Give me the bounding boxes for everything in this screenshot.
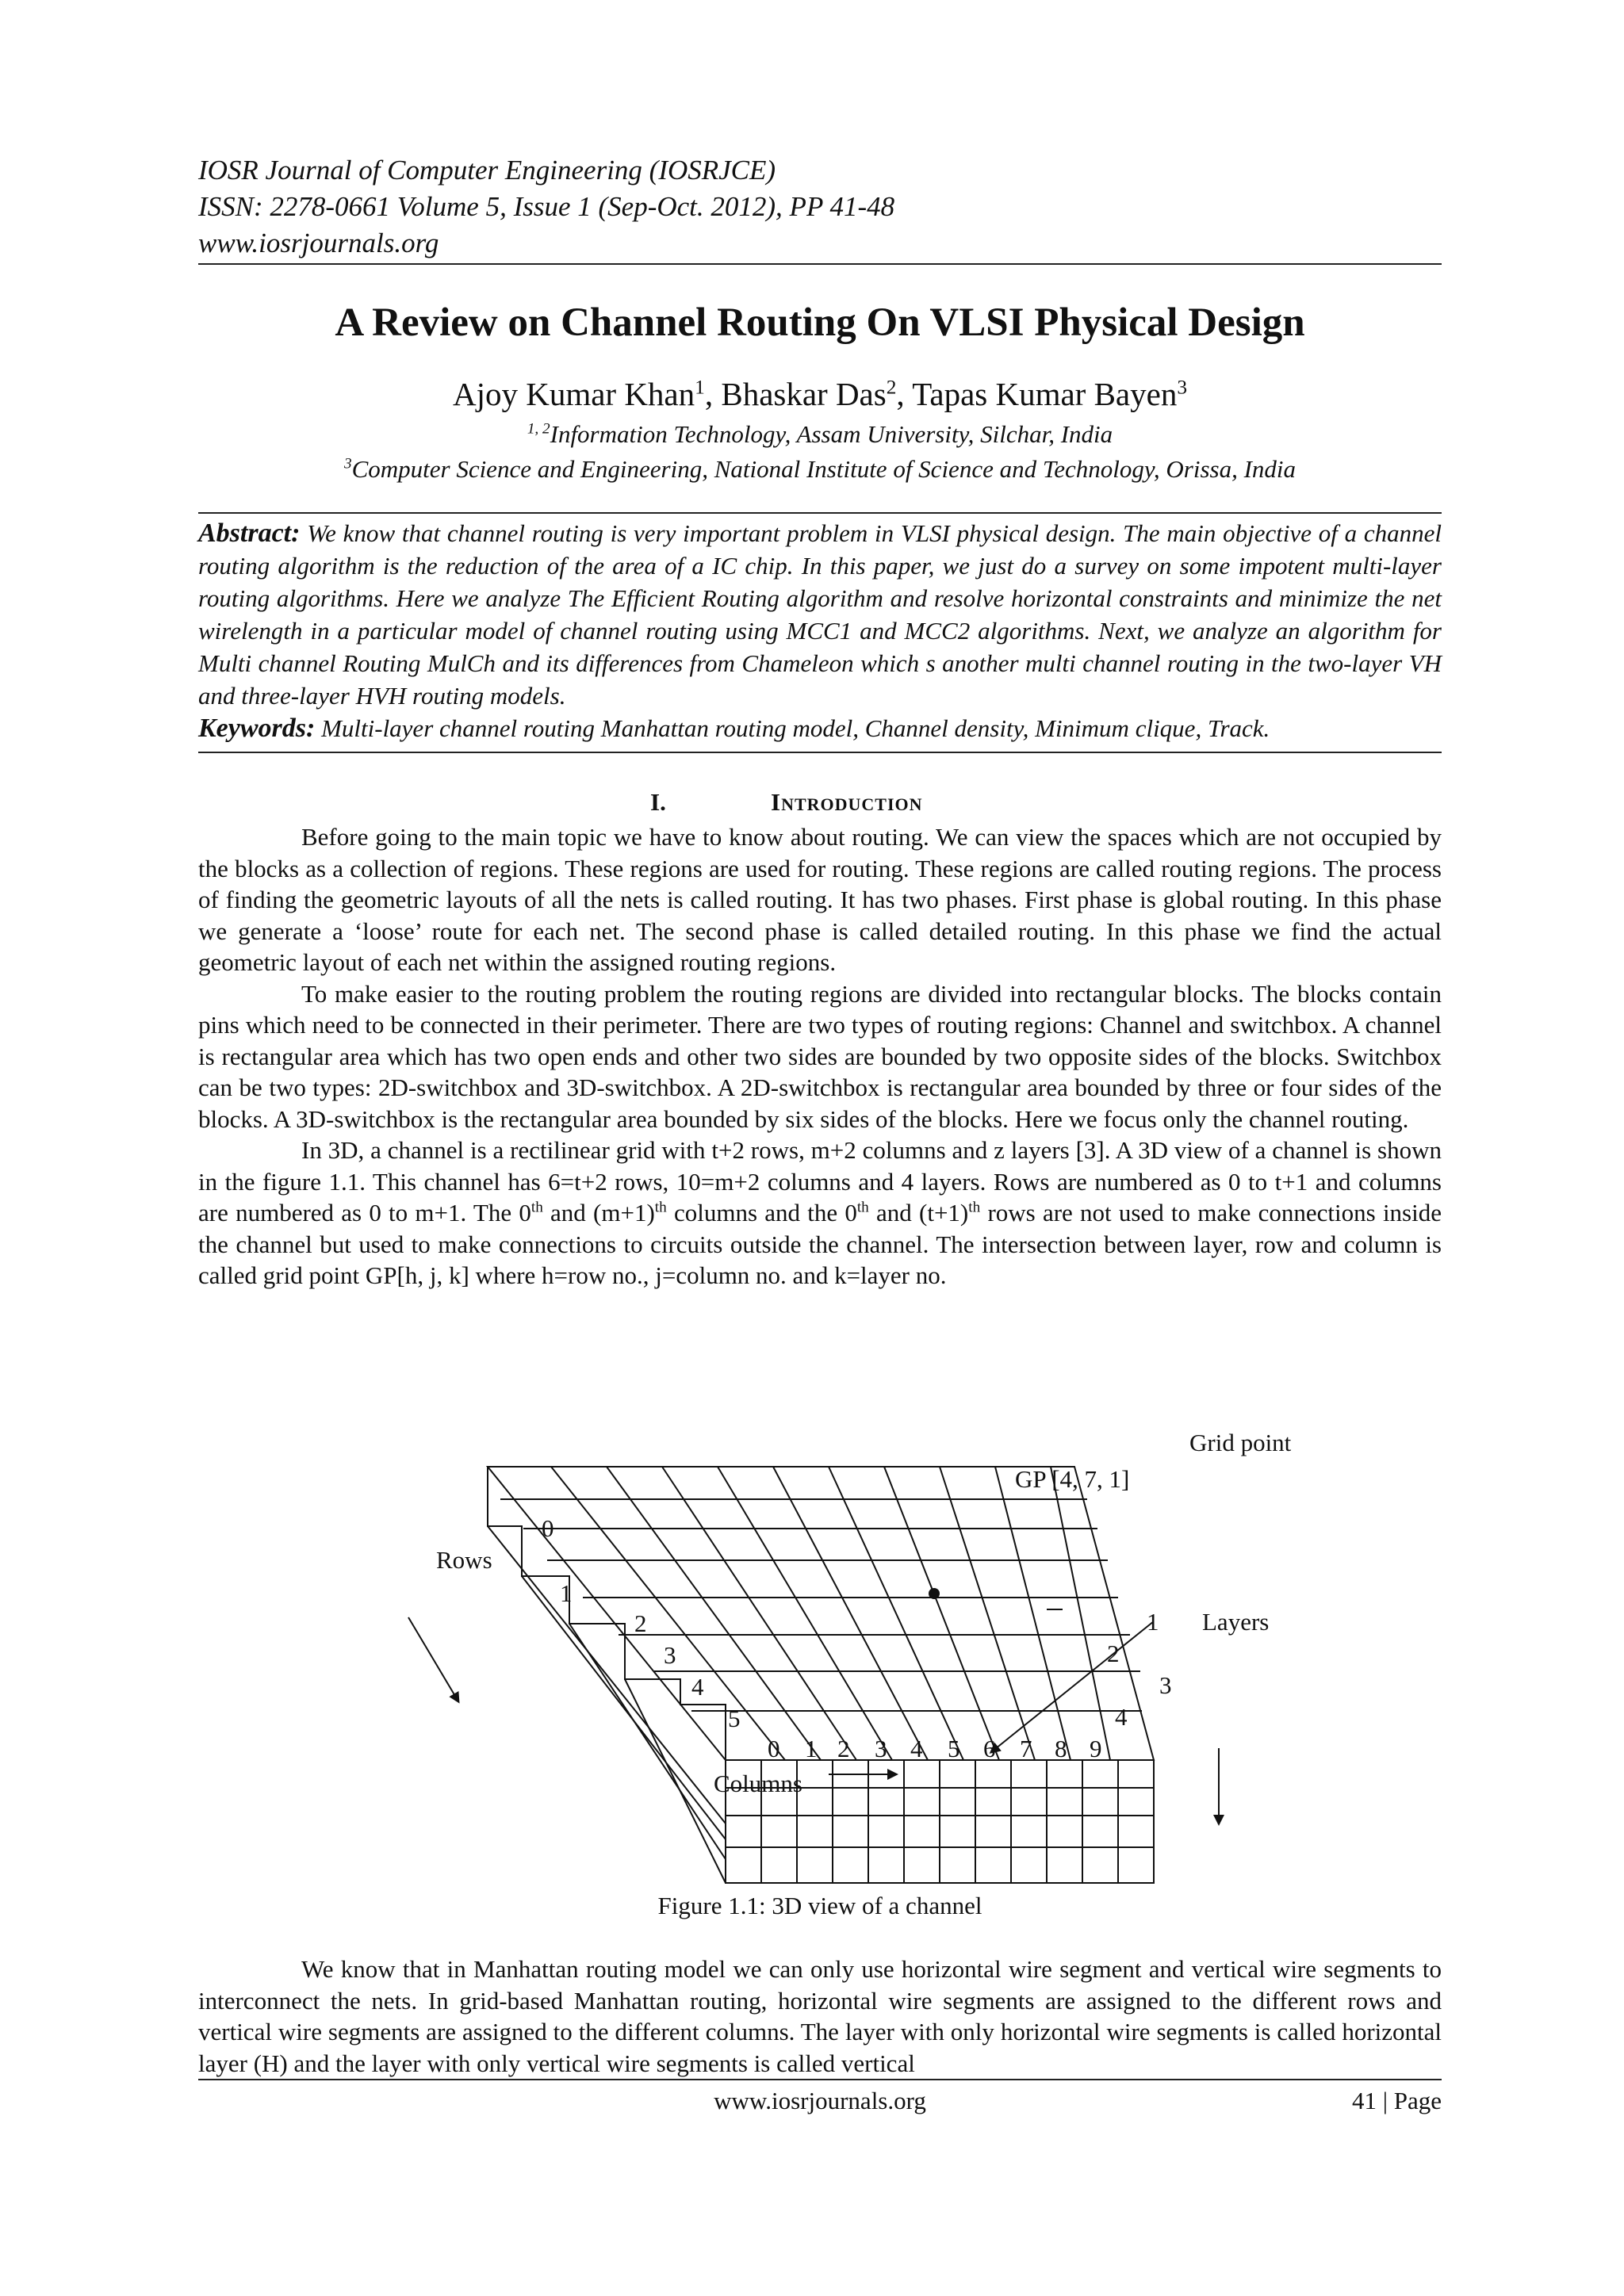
column-line [551, 1467, 785, 1760]
layer-number: 4 [1115, 1703, 1128, 1731]
layer-number: 2 [1107, 1640, 1120, 1667]
affiliation-text: Information Technology, Assam University, Silchar, India [550, 420, 1113, 448]
column-line [773, 1467, 928, 1760]
superscript: th [856, 1199, 869, 1216]
figure-caption: Figure 1.1: 3D view of a channel [657, 1892, 982, 1919]
column-number: 6 [983, 1735, 996, 1762]
paragraph: We know that in Manhattan routing model we can only use horizontal wire segment and vertical wire segments to interconnect the nets. In grid-based Manhattan routing, horizontal wire segments are assigned to the different rows and vertical wire segments are assigned to the different columns. The layer with only horizontal wire segments is called horizontal layer (H) and the layer with only vertical wire segments is called vertical [198, 1955, 1442, 2077]
column-number: 7 [1020, 1735, 1032, 1762]
row-number: 0 [542, 1514, 554, 1542]
affiliation-sup: 1, 2 [527, 420, 550, 438]
paragraph-text: rows are not used to make connections inside the channel but used to make connections to circuits outside the channel. The intersection between layer, row and column is called grid point GP[h, j, k] where h=row no., j=column no. and k=layer no. [198, 1199, 1442, 1289]
author-sup: 1 [695, 376, 705, 399]
affiliation-text: Computer Science and Engineering, National Institute of Science and Technology, Orissa, India [351, 455, 1297, 483]
paragraph-text: and (m+1) [542, 1199, 655, 1226]
paragraph [198, 1135, 1442, 1292]
section-number: I. [650, 788, 666, 816]
paragraph-text: and (t+1) [868, 1199, 969, 1226]
column-number: 1 [805, 1735, 818, 1762]
affiliation-sup: 3 [343, 455, 352, 473]
abstract-bottom-rule [198, 752, 1442, 753]
abstract-block [198, 517, 1442, 744]
footer-page-number: 41 | Page [1352, 2087, 1442, 2114]
layers-label: Layers [1202, 1608, 1270, 1636]
grid-point-dot [929, 1588, 940, 1599]
side-edge [522, 1576, 726, 1839]
column-line [662, 1467, 856, 1760]
keywords-text: Multi-layer channel routing Manhattan routing model, Channel density, Minimum clique, Track. [321, 714, 1270, 742]
keywords-paragraph [198, 712, 1442, 744]
rows-arrow [408, 1617, 458, 1701]
author-name: Ajoy Kumar Khan [452, 376, 695, 412]
side-edge [625, 1679, 726, 1883]
channel-3d-drawing [396, 1427, 1348, 1887]
row-number: 4 [691, 1673, 704, 1701]
column-number: 2 [837, 1735, 850, 1762]
top-layer-outline [488, 1467, 1154, 1760]
footer-url[interactable]: www.iosrjournals.org [714, 2087, 926, 2114]
column-number: 0 [768, 1735, 780, 1762]
superscript: th [654, 1199, 667, 1216]
paper-title: A Review on Channel Routing On VLSI Physical Design [335, 300, 1305, 345]
side-edge [569, 1624, 726, 1859]
grid-point-label: Grid point [1189, 1429, 1292, 1456]
layer-number: 1 [1147, 1608, 1159, 1636]
columns-label: Columns [714, 1770, 802, 1797]
column-number: 9 [1090, 1735, 1102, 1762]
affiliation-2 [198, 453, 1442, 485]
footer-divider [198, 2079, 1442, 2080]
author-name: Tapas Kumar Bayen [912, 376, 1178, 412]
row-number: 1 [560, 1579, 573, 1607]
gp-coordinates-label: GP [4, 7, 1] [1015, 1465, 1130, 1493]
column-number: 3 [875, 1735, 887, 1762]
journal-site[interactable]: www.iosrjournals.org [198, 228, 439, 258]
row-number: 3 [664, 1641, 676, 1669]
author-sup: 3 [1177, 376, 1188, 399]
paragraph: Before going to the main topic we have to know about routing. We can view the spaces which are not occupied by the blocks as a collection of regions. These regions are used for routing. These regions are called routing regions. The process of finding the geometric layouts of all the nets is called routing. It has two phases. First phase is global routing. In this phase we generate a ‘loose’ route for each net. The second phase is called detailed routing. In this phase we find the actual geometric layout of each net within the assigned routing regions. [198, 823, 1442, 976]
column-number: 8 [1055, 1735, 1067, 1762]
journal-issn: ISSN: 2278-0661 Volume 5, Issue 1 (Sep-Oct. 2012), PP 41-48 [198, 191, 895, 222]
column-line [829, 1467, 963, 1760]
header-divider [198, 263, 1442, 265]
abstract-paragraph [198, 517, 1442, 712]
column-line [718, 1467, 892, 1760]
abstract-label: Abstract: [198, 519, 301, 548]
grid-point-arrow [991, 1621, 1154, 1752]
keywords-label: Keywords: [198, 714, 316, 743]
abstract-text: We know that channel routing is very important problem in VLSI physical design. The main objective of a channel routing algorithm is the reduction of the area of a IC chip. In this paper, we just do a survey on some impotent multi-layer routing algorithms. Here we analyze The Efficient Routing algorithm and resolve horizontal constraints and minimize the net wirelength in a particular model of channel routing using MCC1 and MCC2 algorithms. Next, we analyze an algorithm for Multi channel Routing MulCh and its differences from Chameleon which s another multi channel routing in the two-layer VH and three-layer HVH routing models. [198, 519, 1442, 710]
superscript: th [530, 1199, 543, 1216]
paragraph-text: In 3D, a channel is a rectilinear grid with t+2 rows, m+2 columns and z layers [3]. A 3D view of a channel is shown in the figure 1.1. This channel has 6=t+2 rows, 10=m+2 columns and 4 layers. Rows are numbered as 0 to t+1 and columns are numbered as 0 to m+1. The 0 [198, 1136, 1442, 1226]
section-title: Introduction [771, 788, 923, 816]
author-sup: 2 [886, 376, 897, 399]
channel-3d-figure [396, 1427, 1348, 1887]
manhattan-body [198, 1954, 1442, 2079]
column-line [884, 1467, 999, 1760]
superscript: th [968, 1199, 981, 1216]
column-number: 4 [910, 1735, 923, 1762]
abstract-top-rule [198, 512, 1442, 514]
row-number: 2 [634, 1609, 647, 1637]
row-number: 5 [728, 1705, 741, 1732]
column-line [940, 1467, 1035, 1760]
intro-body [198, 821, 1442, 1292]
layer-number: 3 [1159, 1671, 1172, 1699]
side-edge [488, 1526, 726, 1823]
column-number: 5 [948, 1735, 960, 1762]
paragraph: To make easier to the routing problem the routing regions are divided into rectangular blocks. The blocks contain pins which need to be connected in their perimeter. There are two types of routing regions: Channel and switchbox. A channel is rectangular area which has two open ends and other two sides are bounded by two opposite sides of the blocks. Switchbox can be two types: 2D-switchbox and 3D-switchbox. A 2D-switchbox is rectangular area bounded by three or four sides of the blocks. A 3D-switchbox is the rectangular area bounded by six sides of the blocks. Here we focus only the channel routing. [198, 979, 1442, 1133]
rows-label: Rows [436, 1546, 492, 1574]
author-list: Ajoy Kumar Khan$^1$, Bhaskar Das$^2$, Tapas Kumar Bayen$^3$ [452, 376, 1188, 412]
journal-name: IOSR Journal of Computer Engineering (IOSRJCE) [198, 155, 776, 186]
author-name: Bhaskar Das [721, 376, 887, 412]
paragraph-text: columns and the 0 [666, 1199, 857, 1226]
affiliation-1 [198, 419, 1442, 450]
journal-header [198, 152, 1443, 262]
